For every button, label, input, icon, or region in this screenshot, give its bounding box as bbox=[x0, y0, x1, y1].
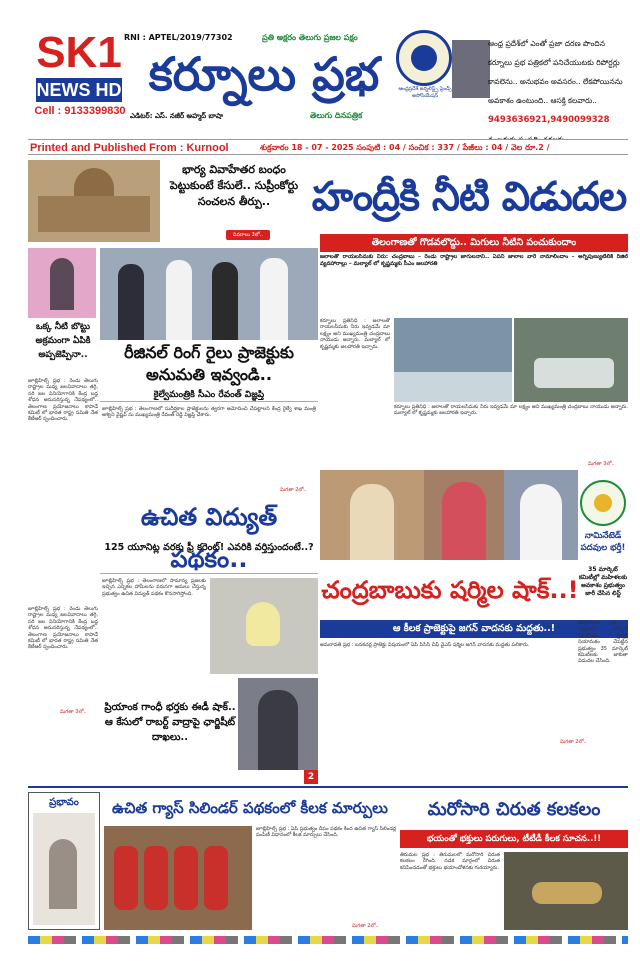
left-more: మిగతా 3లో.. bbox=[60, 709, 87, 715]
main-more: మిగతా 3లో.. bbox=[588, 461, 615, 467]
cartoon-image bbox=[33, 813, 95, 925]
editor-name: ఎడిటర్: ఎస్. నజీర్ అహ్మద్ బాషా bbox=[130, 112, 224, 120]
jagan-photo bbox=[504, 470, 578, 560]
rni-number: RNI : APTEL/2019/77302 bbox=[124, 33, 233, 42]
info-bar bbox=[28, 139, 628, 155]
tagline: ప్రతి అక్షరం తెలుగు ప్రజల పక్షం bbox=[262, 33, 358, 42]
leopard-headline: మరోసారి చిరుత కలకలం bbox=[427, 799, 601, 820]
priyanka-headline: ప్రియాంక గాంధీ భర్తకు ఈడీ షాక్.. ఆ కేసులో రాబర్ట్ వాద్రాపై ఛార్జిషీట్ దాఖలు.. bbox=[104, 702, 236, 743]
cbn-subhead: ఆ కీలక ప్రాజెక్టుపై జగన్ వాదనకు మద్దతు..! bbox=[320, 620, 628, 638]
nominated-subhead: 35 మార్కెట్ కమిటీల్లో మహిళలకు అవకాశం ప్రభుత్వం జారీ చేసిన లిస్ట్ bbox=[578, 566, 628, 597]
registration-strip bbox=[28, 936, 628, 944]
page-number-badge: 2 bbox=[304, 770, 318, 784]
main-headline: హంద్రీకి నీటి విడుదల bbox=[311, 174, 627, 220]
nominated-story-text: అమరావతి ప్రభ : రాష్ట్రంలో మార్కెట్ కమిటీలకు చైర్మన్ల నియామకం చేపట్టిన ప్రభుత్వం 35 మార్కెట్ కమిటీలకు జాబితా విడుదల చేసింది. bbox=[578, 620, 628, 665]
main-subhead: తెలంగాణతో గొడవలొద్దు.. మిగులు నీటిని పంచుకుందాం bbox=[320, 234, 628, 252]
date-line: శుక్రవారం 18 - 07 - 2025 సంపుటి : 04 / సంచిక : 337 / పేజీలు : 04 / వెల రూ.2 / bbox=[260, 143, 550, 152]
cartoon-figure bbox=[49, 839, 77, 909]
main-lead-text: జలాలతో రాయలసీమకు నీరు: చంద్రబాబు – రెండు రాష్ట్రాల జాగులనాని.. ఏపని జాలాల వారే నామాలిందాం – అగ్నిపుణ్యుటిలికి రీజిల్ వ్యవహారాల్లు – మల్యాల్ లో కృష్ణమ్మకు సీఎం జలహారతి bbox=[320, 254, 628, 267]
ktr-story-text: జూబ్లీహిల్స్ ప్రభ : రెండు తెలుగు రాష్ట్రాల మధ్య జలవివాదాలు తగ్గి, సరి జల వినియోగానికి కేంద్ర బద్ద శోధన అనుసరిస్తున్న నేపథ్యంలో.. తెలంగాణ ప్రయోజనాలు కాపాడే కమిటీ లో భారత రాష్ట్ర సమితి నేత కేటీఆర్ స్పందించారు. bbox=[28, 378, 98, 423]
cbn-figure bbox=[350, 484, 394, 560]
cbn-story-text: అమరావతి ప్రభ : బనకచర్ల ప్రాజెక్టు విషయంలో ఏపీ పీసీసీ చీఫ్ వైఎస్ షర్మిల జగన్ వాదనకు మద్దతు పలికారు. bbox=[320, 642, 530, 648]
cylinder-3 bbox=[174, 846, 198, 910]
ktr-photo bbox=[28, 248, 96, 318]
cbn-headline: చంద్రబాబుకు షర్మిల షాక్..! bbox=[321, 576, 579, 604]
association-seal bbox=[396, 30, 452, 86]
seal-caption: ఆంధ్రప్రదేశ్ జర్నలిస్ట్స్ ఫ్రెండ్స్ అసోసియేషన్ bbox=[398, 86, 452, 99]
ad-text: ఆంధ్ర ప్రదేశ్‌లో ఎంతో ప్రజా దరణ పొందిన కర్నూలు ప్రభ పత్రికలో పనిచేయుటకు రిపోర్టర్లు కావలెను.. అనుభవం అవసరం.. లేకపోయినను అవకాశం ఉంటుంది.. ఆసక్తి కలవారు.. bbox=[488, 39, 623, 105]
sk1-logo-text: SK1 bbox=[36, 28, 122, 77]
left-column-text: జూబ్లీహిల్స్ ప్రభ : రెండు తెలుగు రాష్ట్రాల మధ్య జలవివాదాలు తగ్గి, సరి జల వినియోగానికి కేంద్ర బద్ద శోధన అనుసరిస్తున్న నేపథ్యంలో.. తెలంగాణ ప్రయోజనాలు కాపాడే కమిటీ లో భారత రాష్ట్ర సమితి నేత కేటీఆర్ స్పందించారు. bbox=[28, 606, 98, 651]
bottom-divider bbox=[28, 786, 628, 788]
ktr-figure bbox=[50, 258, 74, 310]
prabhavam-box bbox=[28, 792, 100, 930]
ad-phone: 9493636921,9490099328 bbox=[488, 115, 610, 125]
units-question: 125 యూనిట్ల వరకు ఫ్రీ కరెంట్! ఎవరికి వర్తిస్తుందంటే..? bbox=[100, 540, 318, 574]
ktr-headline: ఒక్క నీటి బొట్టు అక్రమంగా ఏపికి అప్పజెప్పినా.. bbox=[35, 322, 91, 360]
free-power-text: జూబ్లీహిల్స్ ప్రభ : తెలంగాణలో సామాన్య ప్రజలకు ఇచ్చిన ఎన్నికల హామీలను వరుసగా అమలు చేస్తున్న ప్రభుత్వం ఉచిత విద్యుత్ పథకం కొనసాగిస్తోంది. bbox=[102, 578, 206, 597]
rrr-more: మిగతా 2లో.. bbox=[280, 487, 307, 493]
supreme-court-photo bbox=[28, 160, 160, 242]
leopard-photo bbox=[504, 852, 628, 930]
gas-more: మిగతా 2లో.. bbox=[352, 923, 379, 929]
sc-more: వివరాలు 3లో.. bbox=[226, 230, 270, 240]
editor-photo bbox=[452, 40, 490, 98]
person-3 bbox=[212, 262, 238, 340]
robert-vadra-photo bbox=[238, 678, 318, 770]
dam-photo bbox=[394, 318, 512, 402]
ap-emblem bbox=[580, 480, 626, 526]
main-story-continued: కర్నూలు ప్రతినిధి : జలాలతో రాయలసీమకు నీరు ఇవ్వడమే మా లక్ష్యం అని ముఖ్యమంత్రి చంద్రబాబు నాయుడు అన్నారు. మల్యాల్ లో కృష్ణమ్మకు జలహారతి ఇచ్చారు. bbox=[394, 404, 628, 417]
cbn-photo bbox=[320, 470, 424, 560]
sharmila-figure bbox=[442, 482, 486, 560]
cylinder-2 bbox=[144, 846, 168, 910]
rrr-headline: రీజినల్ రింగ్ రైలు ప్రాజెక్టుకు అనుమతి ఇవ్వండి.. bbox=[124, 343, 294, 384]
recruitment-ad bbox=[486, 30, 628, 126]
vadra-figure bbox=[258, 690, 298, 770]
gas-headline: ఉచిత గ్యాస్ సిలిండర్ పథకంలో కీలక మార్పులు bbox=[112, 799, 388, 817]
cbn-more: మిగతా 2లో.. bbox=[560, 739, 587, 745]
sharmila-photo bbox=[424, 470, 504, 560]
newspaper-title: కర్నూలు ప్రభ bbox=[148, 47, 380, 101]
daily-label: తెలుగు దినపత్రిక bbox=[310, 111, 363, 120]
cylinder-4 bbox=[204, 846, 228, 910]
free-power-headline: ఉచిత విద్యుత్ పథకం.. bbox=[140, 503, 278, 573]
main-story-text: కర్నూలు ప్రతినిధి : జలాలతో రాయలసీమకు నీరు ఇవ్వడమే మా లక్ష్యం అని ముఖ్యమంత్రి చంద్రబాబు నాయుడు అన్నారు. మల్యాల్ లో కృష్ణమ్మకు జలహారతి ఇచ్చారు. bbox=[320, 318, 390, 350]
gas-cylinders-photo bbox=[104, 826, 252, 930]
phone-number: Cell : 9133399830 bbox=[34, 105, 126, 117]
water-flow-photo bbox=[514, 318, 628, 402]
leopard-story-text: తిరుమల ప్రభ : తిరుమలలో మరోసారి చిరుత కలకలం రేగింది. నడక మార్గంలో చిరుత కనిపించడంతో భక్తులు భయాందోళనకు గురయ్యారు. bbox=[400, 852, 500, 871]
nominated-headline: నామినేటెడ్ పదవుల భర్తీ! bbox=[580, 531, 626, 553]
cylinder-1 bbox=[114, 846, 138, 910]
leopard-subhead: భయంతో భక్తులు పరుగులు, టీటీడీ కీలక సూచన..!! bbox=[400, 830, 628, 848]
jagan-figure bbox=[520, 484, 562, 560]
prabhavam-title: ప్రభావం bbox=[49, 797, 79, 808]
rrr-story-text: జూబ్లీహిల్స్ ప్రభ : తెలంగాణలో సుదీర్ఘకాల ప్రాజెక్టులను త్వరగా ఆమోదించి చేపట్టాలని కేంద్ర రైల్వే శాఖ మంత్రి అశ్విని వైష్ణవ్ ను ముఖ్యమంత్రి రేవంత్ రెడ్డి విజ్ఞప్తి చేశారు. bbox=[102, 406, 316, 419]
person-2 bbox=[166, 260, 192, 340]
person-1 bbox=[118, 264, 144, 340]
leopard-figure bbox=[532, 882, 602, 904]
person-4 bbox=[260, 258, 288, 340]
water-foam bbox=[534, 358, 614, 388]
court-building bbox=[38, 196, 150, 232]
dam-water bbox=[394, 372, 512, 402]
masthead bbox=[0, 0, 640, 140]
revanth-railway-photo bbox=[100, 248, 318, 340]
emblem-center-icon bbox=[594, 494, 612, 512]
sk1-logo-sub: NEWS HD bbox=[36, 80, 122, 100]
printed-from: Printed and Published From : Kurnool bbox=[30, 142, 229, 154]
electricity-bill-photo bbox=[210, 578, 318, 674]
gas-story-text: జూబ్లీహిల్స్ ప్రభ : ఏపీ ప్రభుత్వం దీపం పథకం కింద ఉచిత గ్యాస్ సిలిండర్ల పంపిణీ విధానంలో కీలక మార్పులు చేసింది. bbox=[256, 826, 396, 839]
sc-headline: భార్య వివాహేతర బంధం పెట్టుకుంటే కేసులే.. సుప్రీంకోర్టు సంచలన తీర్పు.. bbox=[169, 163, 299, 208]
sk1-logo bbox=[34, 28, 126, 117]
court-dome bbox=[74, 168, 114, 196]
bulb-icon bbox=[246, 602, 280, 646]
rrr-subhead: కైల్వేమంత్రికి సీఎం రేవంత్ విజ్ఞప్తి bbox=[100, 388, 318, 402]
seal-inner-icon bbox=[411, 45, 437, 71]
